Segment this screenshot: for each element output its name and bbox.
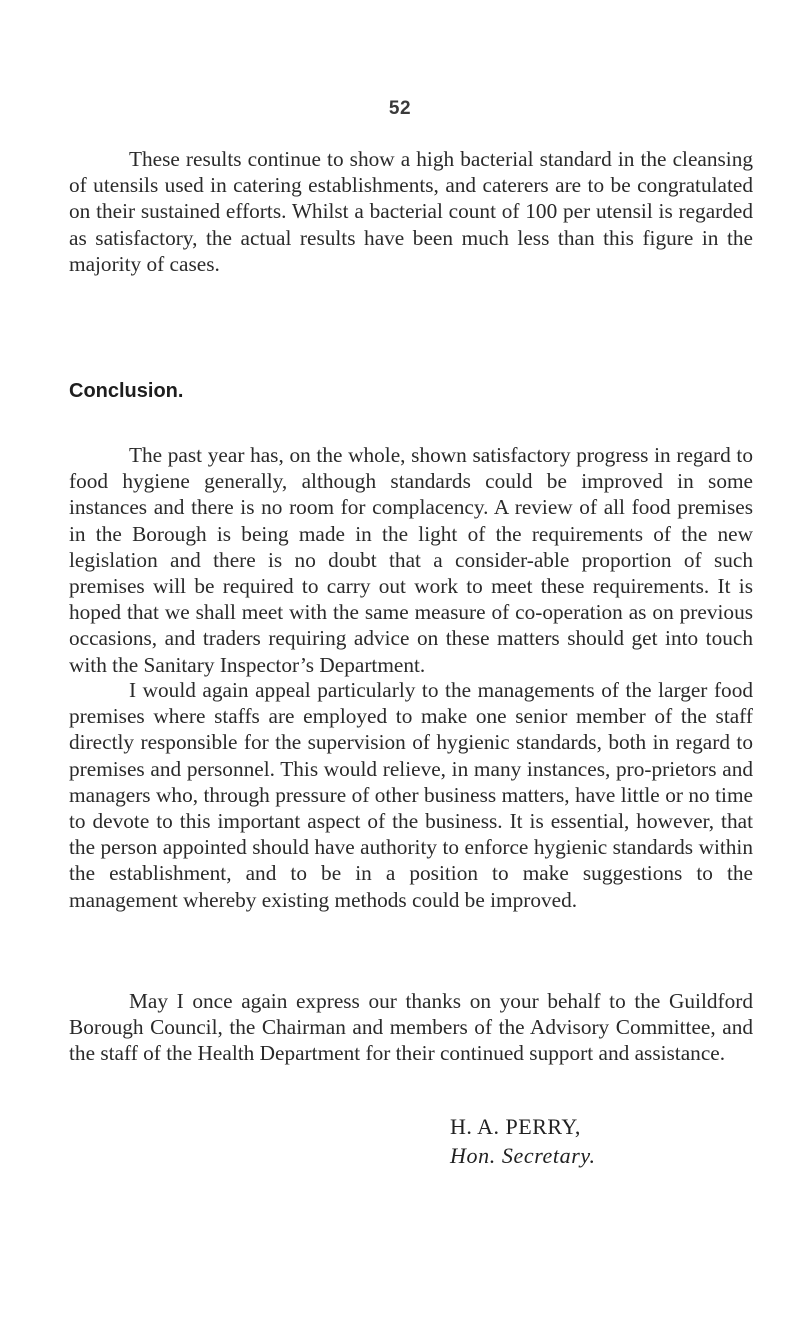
appeal-paragraph: I would again appeal particularly to the managements of the larger food premises where staffs are employed to make one senior member of the staff directly responsible for the supervision of hygienic standards, both in regard to premises and personnel. This would relieve, in many instances, pro-prietors and managers who, through pressure of other business matters, have little or no time to devote to this important aspect of the business. It is essential, however, that the person appointed should have authority to enforce hygienic standards within the establishment, and to be in a position to make suggestions to the management whereby existing methods could be improved.	[69, 678, 753, 912]
conclusion-paragraph: The past year has, on the whole, shown satisfactory progress in regard to food hygiene generally, although standards could be improved in some instances and there is no room for complacency. A review of all food premises in the Borough is being made in the light of the requirements of the new legislation and there is no doubt that a consider-able proportion of such premises will be required to carry out work to meet these requirements. It is hoped that we shall meet with the same measure of co-operation as on previous occasions, and traders requiring advice on these matters should get into touch with the Sanitary Inspector’s Department.	[69, 443, 753, 677]
intro-paragraph: These results continue to show a high bacterial standard in the cleansing of utensils used in catering establishments, and caterers are to be congratulated on their sustained efforts. Whilst a bacterial count of 100 per utensil is regarded as satisfactory, the actual results have been much less than this figure in the majority of cases.	[69, 147, 753, 276]
thanks-paragraph: May I once again express our thanks on your behalf to the Guildford Borough Council, the Chairman and members of the Advisory Committee, and the staff of the Health Department for their continued support and assistance.	[69, 989, 753, 1066]
page-number: 52	[388, 98, 412, 119]
signature-title: Hon. Secretary.	[450, 1143, 596, 1168]
conclusion-heading: Conclusion.	[69, 380, 184, 402]
signature-name: H. A. PERRY,	[450, 1114, 581, 1139]
